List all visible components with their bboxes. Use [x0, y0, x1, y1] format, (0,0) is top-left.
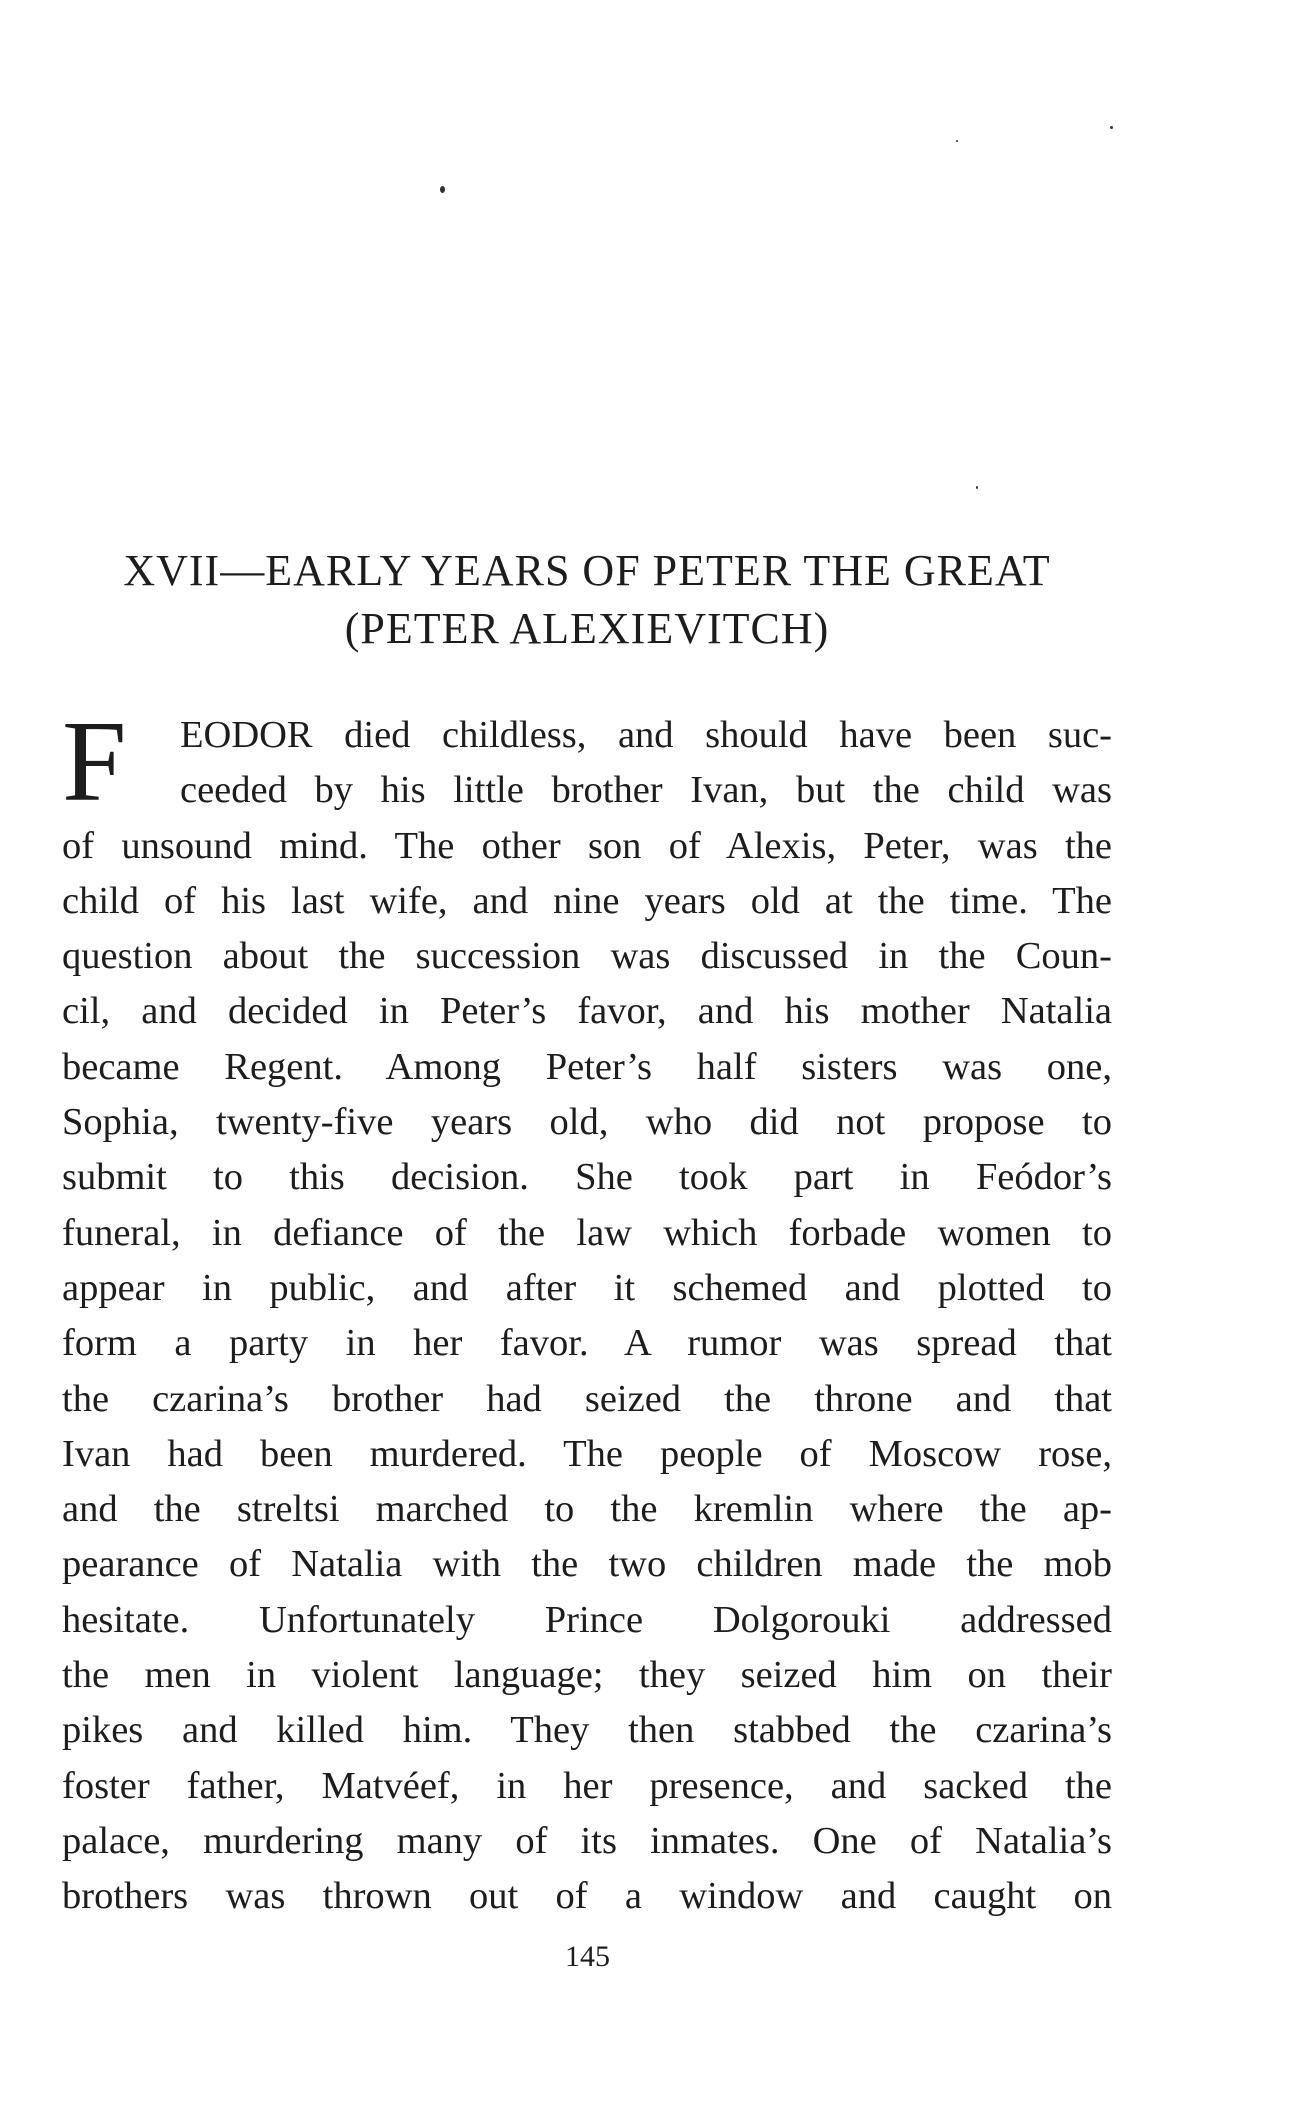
page-number: 145 [565, 1940, 610, 1973]
chapter-title [62, 542, 1112, 658]
drop-cap: F [62, 698, 127, 826]
text-line: became Regent. Among Peter’s half sisters was one, [62, 1045, 1112, 1088]
ink-speck [440, 186, 445, 193]
text-line: foster father, Matvéef, in her presence, and sacked the [62, 1764, 1112, 1807]
text-line: palace, murdering many of its inmates. One of Natalia’s [62, 1819, 1112, 1862]
chapter-title-line-2: (PETER ALEXIEVITCH) [344, 604, 830, 653]
text-line: ceeded by his little brother Ivan, but the child was [180, 769, 1112, 812]
chapter-body [62, 698, 1112, 1925]
text-line: the men in violent language; they seized him on their [62, 1654, 1112, 1697]
text-line: pikes and killed him. They then stabbed the czarina’s [62, 1709, 1112, 1752]
text-line: form a party in her favor. A rumor was spread that [62, 1322, 1112, 1365]
text-line: funeral, in defiance of the law which forbade women to [62, 1211, 1112, 1254]
text-line: the czarina’s brother had seized the throne and that [62, 1377, 1112, 1420]
text-line: submit to this decision. She took part in Feódor’s [62, 1156, 1112, 1199]
text-line: Ivan had been murdered. The people of Moscow rose, [62, 1432, 1112, 1475]
text-line: question about the succession was discussed in the Coun- [62, 935, 1112, 978]
ink-speck [956, 140, 958, 142]
ink-speck [976, 486, 978, 489]
text-line: pearance of Natalia with the two children made the mob [62, 1543, 1112, 1586]
text-line: EODOR died childless, and should have been suc- [180, 714, 1112, 756]
chapter-title-line-1: XVII—EARLY YEARS OF PETER THE GREAT [123, 546, 1051, 595]
text-line: hesitate. Unfortunately Prince Dolgorouki addressed [62, 1598, 1112, 1641]
text-line: cil, and decided in Peter’s favor, and his mother Natalia [62, 990, 1112, 1033]
text-line: brothers was thrown out of a window and caught on [62, 1875, 1112, 1918]
text-line: of unsound mind. The other son of Alexis, Peter, was the [62, 824, 1112, 867]
text-line: Sophia, twenty-five years old, who did not propose to [62, 1101, 1112, 1144]
ink-speck [1110, 126, 1113, 129]
text-line: child of his last wife, and nine years old at the time. The [62, 879, 1112, 922]
text-line: appear in public, and after it schemed and plotted to [62, 1266, 1112, 1309]
text-line: and the streltsi marched to the kremlin where the ap- [62, 1488, 1112, 1531]
